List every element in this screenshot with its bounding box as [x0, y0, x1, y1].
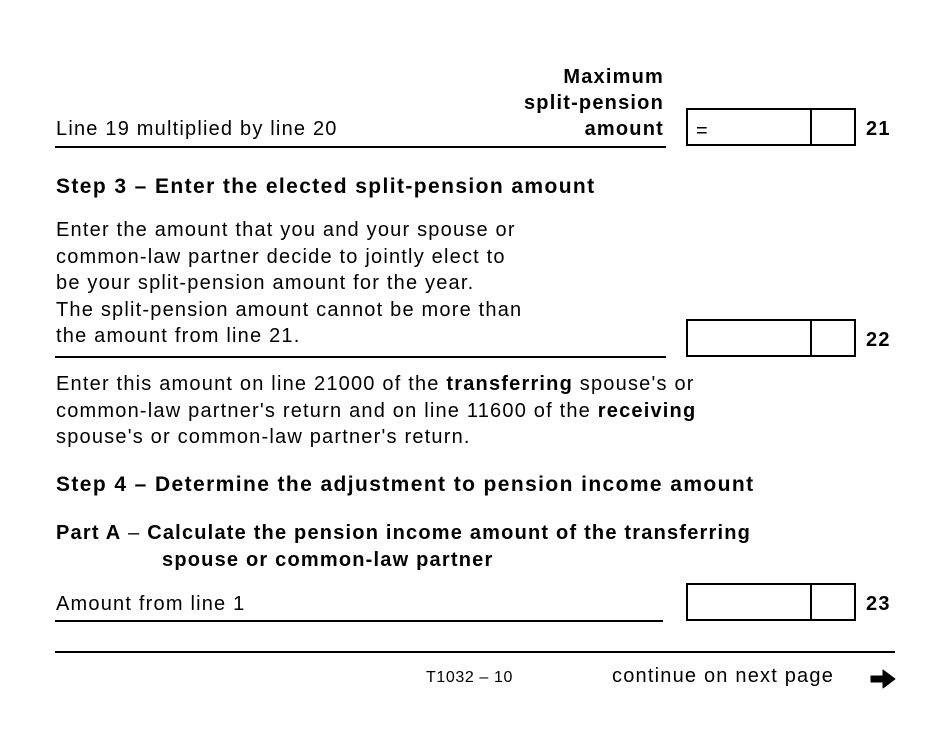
line22-underline — [55, 356, 666, 358]
line21-number: 21 — [866, 118, 891, 140]
note-text-2: spouse's or — [573, 373, 695, 395]
part-a-title-2: spouse or common-law partner — [162, 549, 494, 571]
step3-line-4: The split-pension amount cannot be more than — [56, 298, 523, 321]
part-a-label: Part A — [56, 522, 122, 544]
line23-underline — [55, 620, 663, 622]
line21-label: Line 19 multiplied by line 20 — [56, 118, 338, 140]
line22-amount-field[interactable] — [686, 319, 856, 357]
form-code: T1032 – 10 — [426, 669, 513, 686]
part-a-dash: – — [121, 522, 148, 544]
line23-cents-divider — [810, 585, 812, 619]
part-a-title-1: Calculate the pension income amount of the transferring — [147, 522, 752, 544]
step3-note — [56, 371, 696, 451]
line22-number: 22 — [866, 329, 891, 351]
footer-rule — [55, 651, 895, 653]
step3-line-3: be your split-pension amount for the year. — [56, 272, 475, 294]
maximum-label-line1: Maximum — [563, 66, 664, 88]
step3-note-line-3: spouse's or common-law partner's return. — [56, 426, 471, 448]
continue-text: continue on next page — [612, 665, 835, 687]
step3-instructions — [56, 217, 522, 350]
step3-note-line-2 — [56, 398, 696, 425]
maximum-label-line3: amount — [584, 118, 664, 140]
arrow-right-icon — [869, 667, 897, 691]
line21-cents-divider — [810, 110, 812, 144]
line23-amount-field[interactable] — [686, 583, 856, 621]
note-receiving: receiving — [597, 399, 697, 422]
note-text-3: common-law partner's return and on line 11600 of the — [56, 399, 598, 422]
step3-line-1: Enter the amount that you and your spouse or — [56, 219, 516, 241]
line21-underline — [55, 146, 666, 148]
equals-sign: = — [696, 120, 709, 142]
note-transferring: transferring — [446, 373, 574, 395]
step4-heading: Step 4 – Determine the adjustment to pension income amount — [56, 473, 755, 496]
note-text-1: Enter this amount on line 21000 of the — [56, 373, 447, 395]
line23-label: Amount from line 1 — [56, 593, 246, 615]
line22-cents-divider — [810, 321, 812, 355]
step3-line-5: the amount from line 21. — [56, 325, 301, 347]
maximum-label-line2: split-pension — [523, 92, 664, 114]
step3-line-2: common-law partner decide to jointly elect to — [56, 245, 506, 268]
line23-number: 23 — [866, 593, 891, 615]
step3-note-line-1 — [56, 371, 696, 398]
line21-amount-field[interactable] — [686, 108, 856, 146]
maximum-label — [524, 64, 664, 142]
part-a-heading — [56, 520, 751, 547]
step3-heading: Step 3 – Enter the elected split-pension amount — [56, 175, 596, 198]
